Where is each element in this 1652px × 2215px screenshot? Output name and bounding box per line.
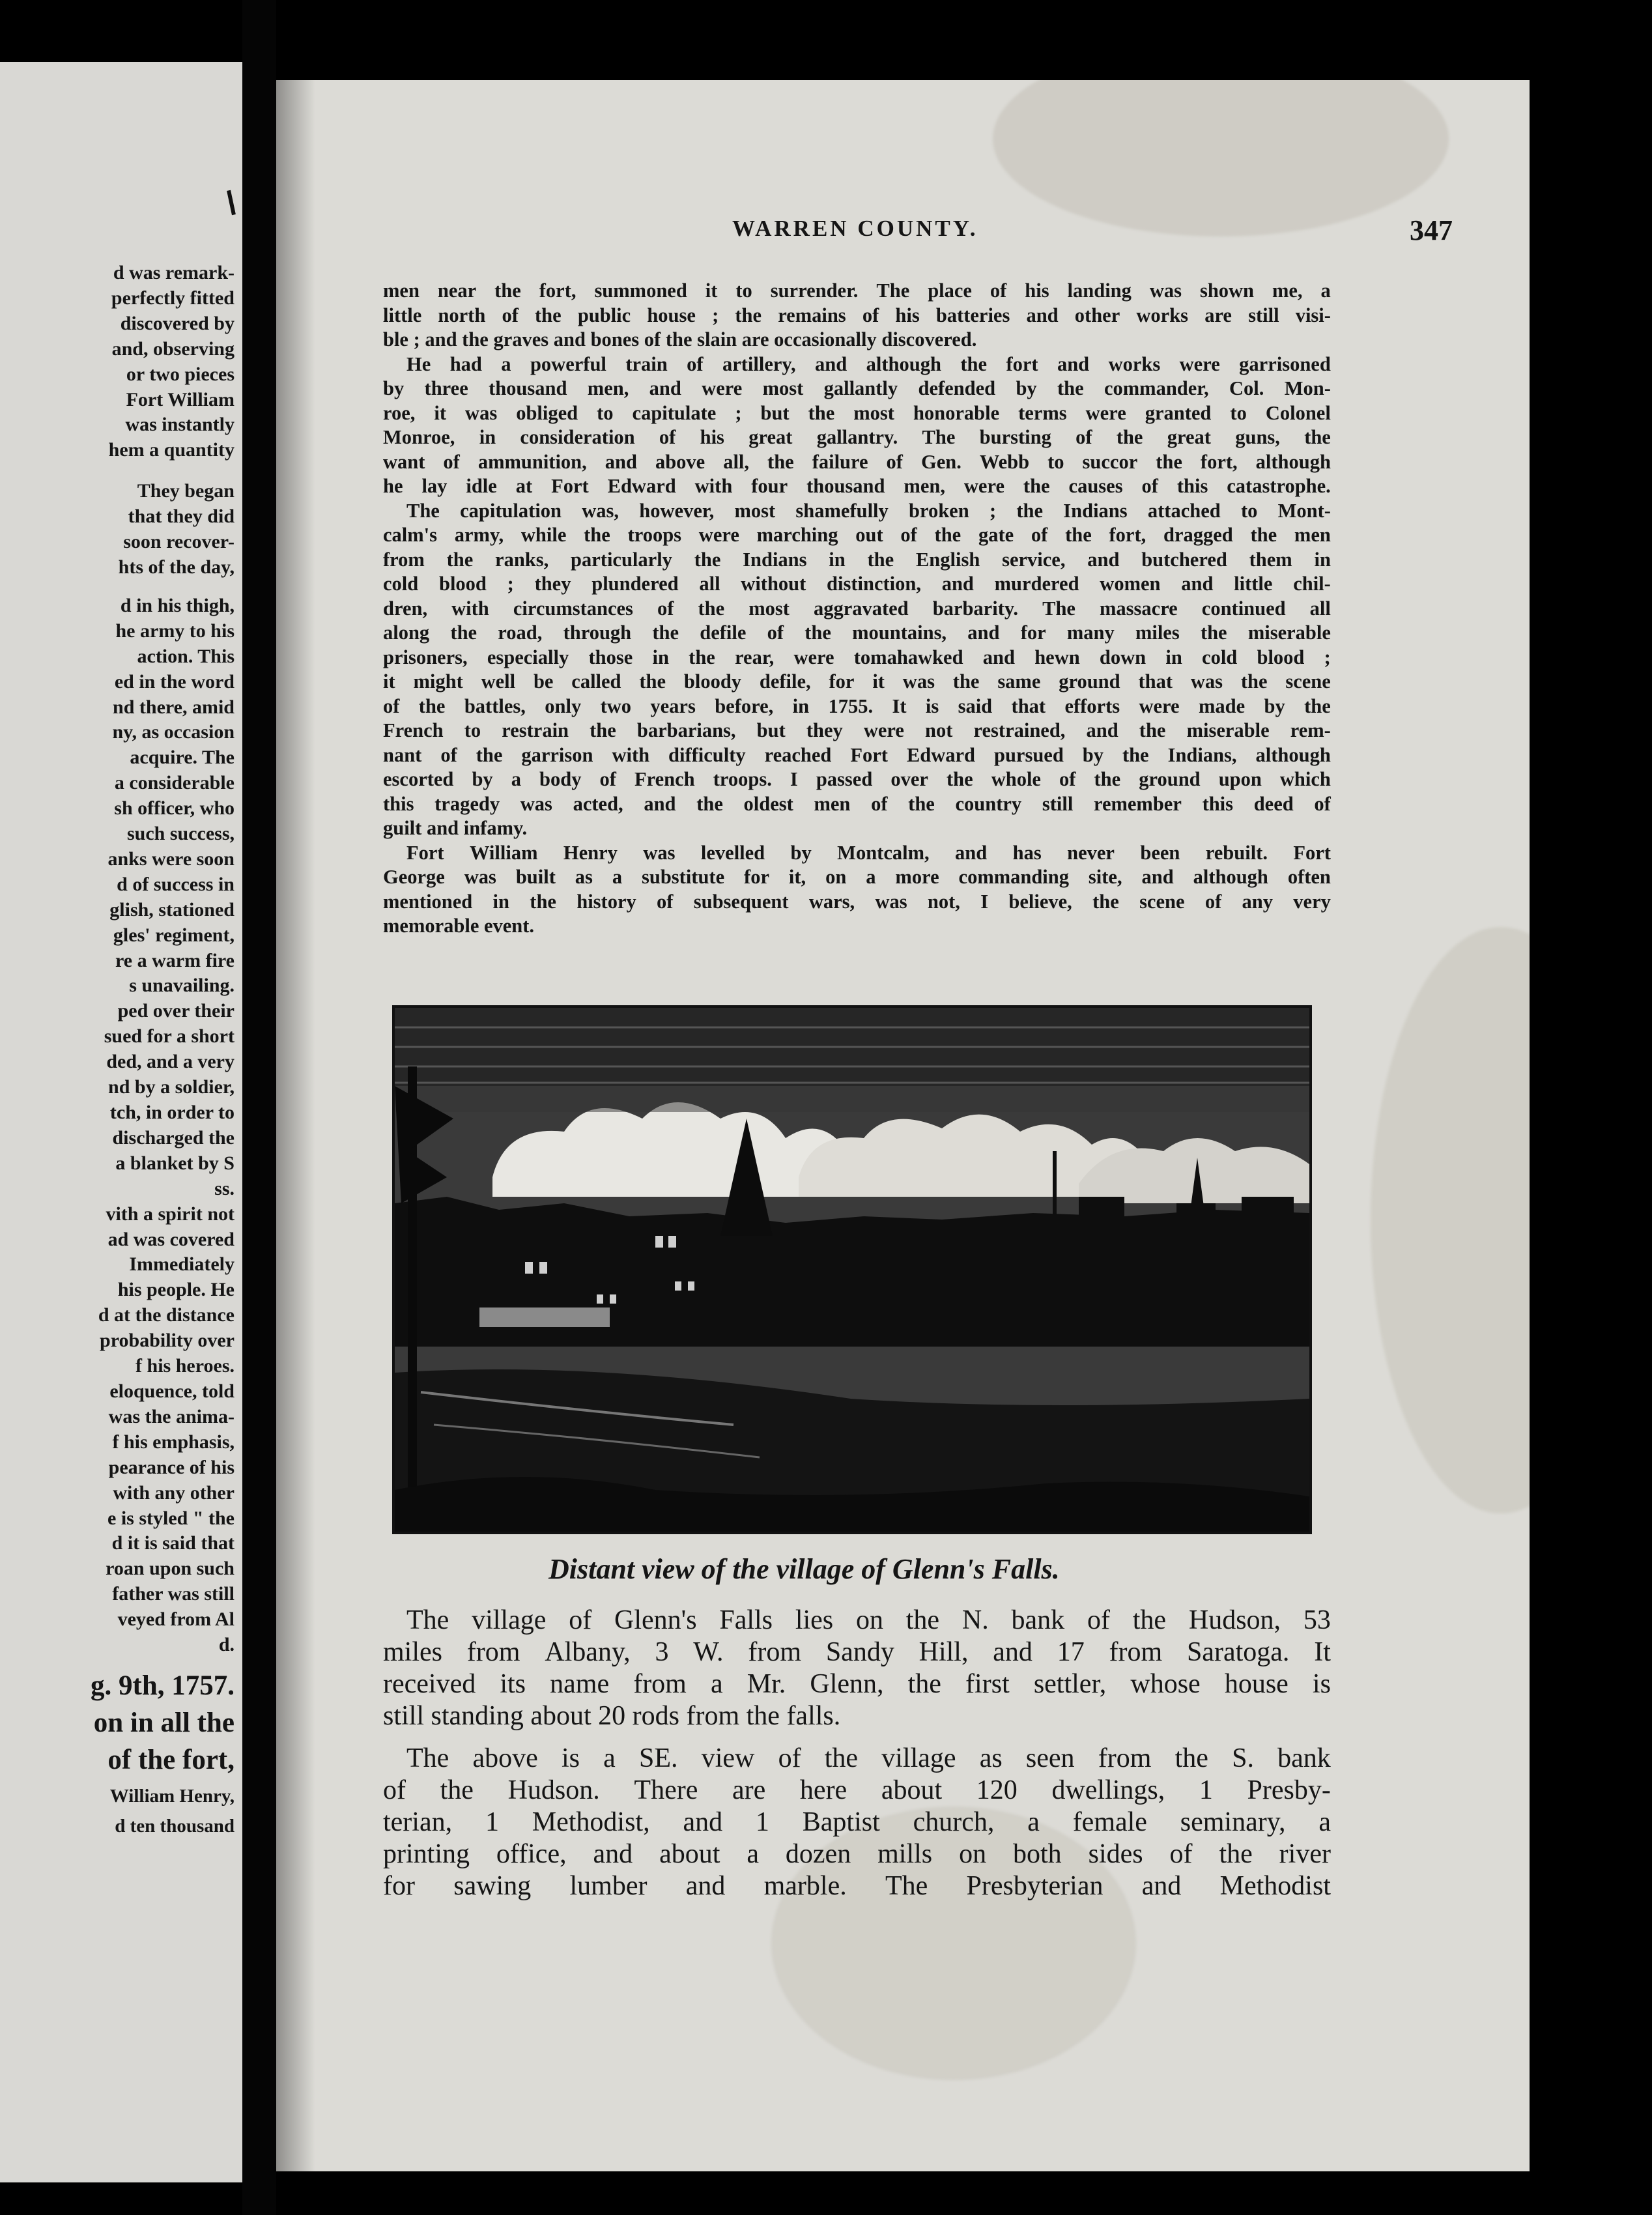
text-line: little north of the public house ; the remains of his batteries and other works are still visi- [383, 304, 1331, 326]
paragraph [383, 841, 1331, 939]
left-line: with any other [113, 1481, 235, 1504]
left-line: vith a spirit not [106, 1203, 235, 1225]
left-line: soon recover- [123, 531, 235, 553]
paragraph [383, 499, 1331, 841]
left-line: hem a quantity [108, 439, 235, 461]
text-line: still standing about 20 rods from the falls. [383, 1701, 841, 1731]
left-line: They began [137, 480, 235, 502]
text-line: roe, it was obliged to capitulate ; but the most honorable terms were granted to Colonel [383, 401, 1331, 424]
text-line: dren, with circumstances of the most aggravated barbarity. The massacre continued all [383, 597, 1331, 620]
left-line: f his emphasis, [112, 1431, 235, 1453]
left-line: sh officer, who [114, 797, 235, 820]
woodcut-illustration [392, 1005, 1312, 1534]
left-line: veyed from Al [117, 1608, 235, 1631]
left-line: or two pieces [126, 363, 235, 385]
left-line: father was still [112, 1583, 235, 1605]
text-line: The village of Glenn's Falls lies on the N. bank of the Hudson, 53 [406, 1605, 1331, 1635]
left-line: perfectly fitted [111, 287, 235, 309]
left-line: d in his thigh, [120, 594, 235, 616]
text-line: printing office, and about a dozen mills on both sides of the river [383, 1839, 1331, 1869]
left-line: Fort William [126, 388, 235, 410]
left-line: d at the distance [98, 1304, 235, 1326]
left-line: ss. [214, 1177, 235, 1199]
left-line: eloquence, told [109, 1380, 235, 1402]
text-line: of the battles, only two years before, in 1755. It is said that efforts were made by the [383, 694, 1331, 717]
text-line: ble ; and the graves and bones of the slain are occasionally discovered. [383, 328, 977, 350]
left-line: s unavailing. [129, 975, 235, 997]
text-line: The above is a SE. view of the village as seen from the S. bank [406, 1743, 1331, 1773]
text-line: Fort William Henry was levelled by Montcalm, and has never been rebuilt. Fort [406, 841, 1331, 864]
left-line: pearance of his [108, 1456, 235, 1478]
text-line: George was built as a substitute for it, on a more commanding site, and although often [383, 866, 1331, 888]
text-line: for sawing lumber and marble. The Presbyterian and Methodist [383, 1871, 1331, 1901]
left-line: acquire. The [130, 747, 235, 769]
text-line: He had a powerful train of artillery, and although the fort and works were garrisoned [406, 352, 1331, 375]
left-line: roan upon such [106, 1558, 235, 1580]
text-line: from the ranks, particularly the Indians in the English service, and butchered them in [383, 548, 1331, 571]
left-line: his people. He [117, 1279, 235, 1301]
text-line: cold blood ; they plundered all without distinction, and murdered women and little chil- [383, 573, 1331, 595]
left-line: d. [218, 1634, 235, 1656]
text-line: guilt and infamy. [383, 817, 528, 839]
text-line: it might well be called the bloody defile, for it was the same ground that was the scene [383, 670, 1331, 693]
text-line: mentioned in the history of subsequent wars, was not, I believe, the scene of any very [383, 890, 1331, 913]
text-line: he lay idle at Fort Edward with four thousand men, were the causes of this catastrophe. [383, 475, 1331, 497]
paragraph [383, 1743, 1331, 1902]
left-line: a blanket by S [115, 1152, 235, 1174]
left-line: nd there, amid [113, 696, 235, 718]
left-line: tch, in order to [109, 1102, 235, 1123]
left-line: discharged the [112, 1126, 235, 1149]
text-line: want of ammunition, and above all, the failure of Gen. Webb to succor the fort, although [383, 450, 1331, 473]
left-line: was the anima- [108, 1405, 235, 1427]
previous-page-text [0, 261, 235, 1838]
left-line: action. This [137, 645, 235, 667]
text-line: this tragedy was acted, and the oldest men of the country still remember this deed of [383, 792, 1331, 815]
text-line: calm's army, while the troops were marching out of the gate of the fort, dragged the men [383, 524, 1331, 546]
text-line: escorted by a body of French troops. I passed over the whole of the ground upon which [383, 768, 1331, 790]
text-line: along the road, through the defile of the mountains, and for many miles the miserable [383, 622, 1331, 644]
left-line: he army to his [115, 620, 235, 642]
left-large-line: g. 9th, 1757. [91, 1670, 235, 1701]
left-line: ped over their [117, 1000, 235, 1022]
left-line: Immediately [129, 1253, 235, 1276]
text-line: French to restrain the barbarians, but they were not restrained, and the miserable rem- [383, 719, 1331, 741]
text-line: men near the fort, summoned it to surrender. The place of his landing was shown me, a [383, 279, 1331, 302]
text-line: of the Hudson. There are here about 120 dwellings, 1 Presby- [383, 1775, 1331, 1805]
text-line: prisoners, especially those in the rear, were tomahawked and hewn down in cold blood ; [383, 646, 1331, 668]
left-small-line: d ten thousand [115, 1815, 235, 1836]
book-page [276, 80, 1530, 2171]
left-line: re a warm fire [115, 949, 235, 971]
figure-caption: Distant view of the village of Glenn's Falls. [548, 1553, 1060, 1585]
left-line: and, observing [111, 337, 235, 360]
text-line: by three thousand men, and were most gallantly defended by the commander, Col. Mon- [383, 377, 1331, 399]
previous-page-edge [0, 62, 242, 2182]
left-line: ded, and a very [106, 1051, 235, 1073]
left-line: probability over [100, 1330, 235, 1352]
left-line: such success, [126, 823, 235, 845]
water-stain [1371, 927, 1530, 1513]
text-line: The capitulation was, however, most shamefully broken ; the Indians attached to Mont- [406, 499, 1331, 522]
text-line: terian, 1 Methodist, and 1 Baptist church, a female seminary, a [383, 1807, 1331, 1837]
left-line: f his heroes. [135, 1355, 235, 1377]
left-line: ny, as occasion [112, 721, 235, 743]
left-small-line: William Henry, [109, 1785, 235, 1807]
left-line: that they did [128, 506, 235, 528]
paragraph [383, 1605, 1331, 1732]
text-line: memorable event. [383, 915, 535, 937]
paragraph [383, 279, 1331, 352]
left-line: ad was covered [107, 1228, 235, 1250]
village-engraving [395, 1008, 1309, 1532]
left-line: gles' regiment, [113, 924, 235, 946]
running-head: WARREN COUNTY. [732, 216, 978, 241]
left-line: a considerable [114, 772, 235, 794]
book-gutter [242, 0, 276, 2215]
left-line: d it is said that [111, 1532, 235, 1554]
text-line: nant of the garrison with difficulty reached Fort Edward pursued by the Indians, although [383, 743, 1331, 766]
text-line: Monroe, in consideration of his great gallantry. The bursting of the great guns, the [383, 426, 1331, 448]
left-line: sued for a short [104, 1025, 235, 1048]
left-line: ed in the word [114, 670, 235, 693]
left-line: anks were soon [107, 848, 235, 870]
body-text [383, 279, 1331, 939]
left-line: discovered by [120, 312, 235, 334]
text-line: miles from Albany, 3 W. from Sandy Hill, and 17 from Saratoga. It [383, 1637, 1331, 1667]
body-text-large [383, 1605, 1331, 1902]
water-stain [993, 80, 1449, 236]
left-line: was instantly [125, 414, 235, 436]
left-line: glish, stationed [109, 898, 235, 921]
left-line: nd by a soldier, [108, 1076, 235, 1098]
left-large-line: of the fort, [107, 1744, 235, 1775]
left-large-line: on in all the [93, 1707, 235, 1738]
paragraph [383, 352, 1331, 499]
left-line: d of success in [117, 873, 235, 895]
left-line: d was remark- [113, 262, 235, 283]
left-line: e is styled " the [107, 1507, 235, 1529]
left-line: hts of the day, [118, 556, 235, 578]
page-number: 347 [1410, 214, 1453, 246]
text-line: received its name from a Mr. Glenn, the first settler, whose house is [383, 1669, 1331, 1699]
